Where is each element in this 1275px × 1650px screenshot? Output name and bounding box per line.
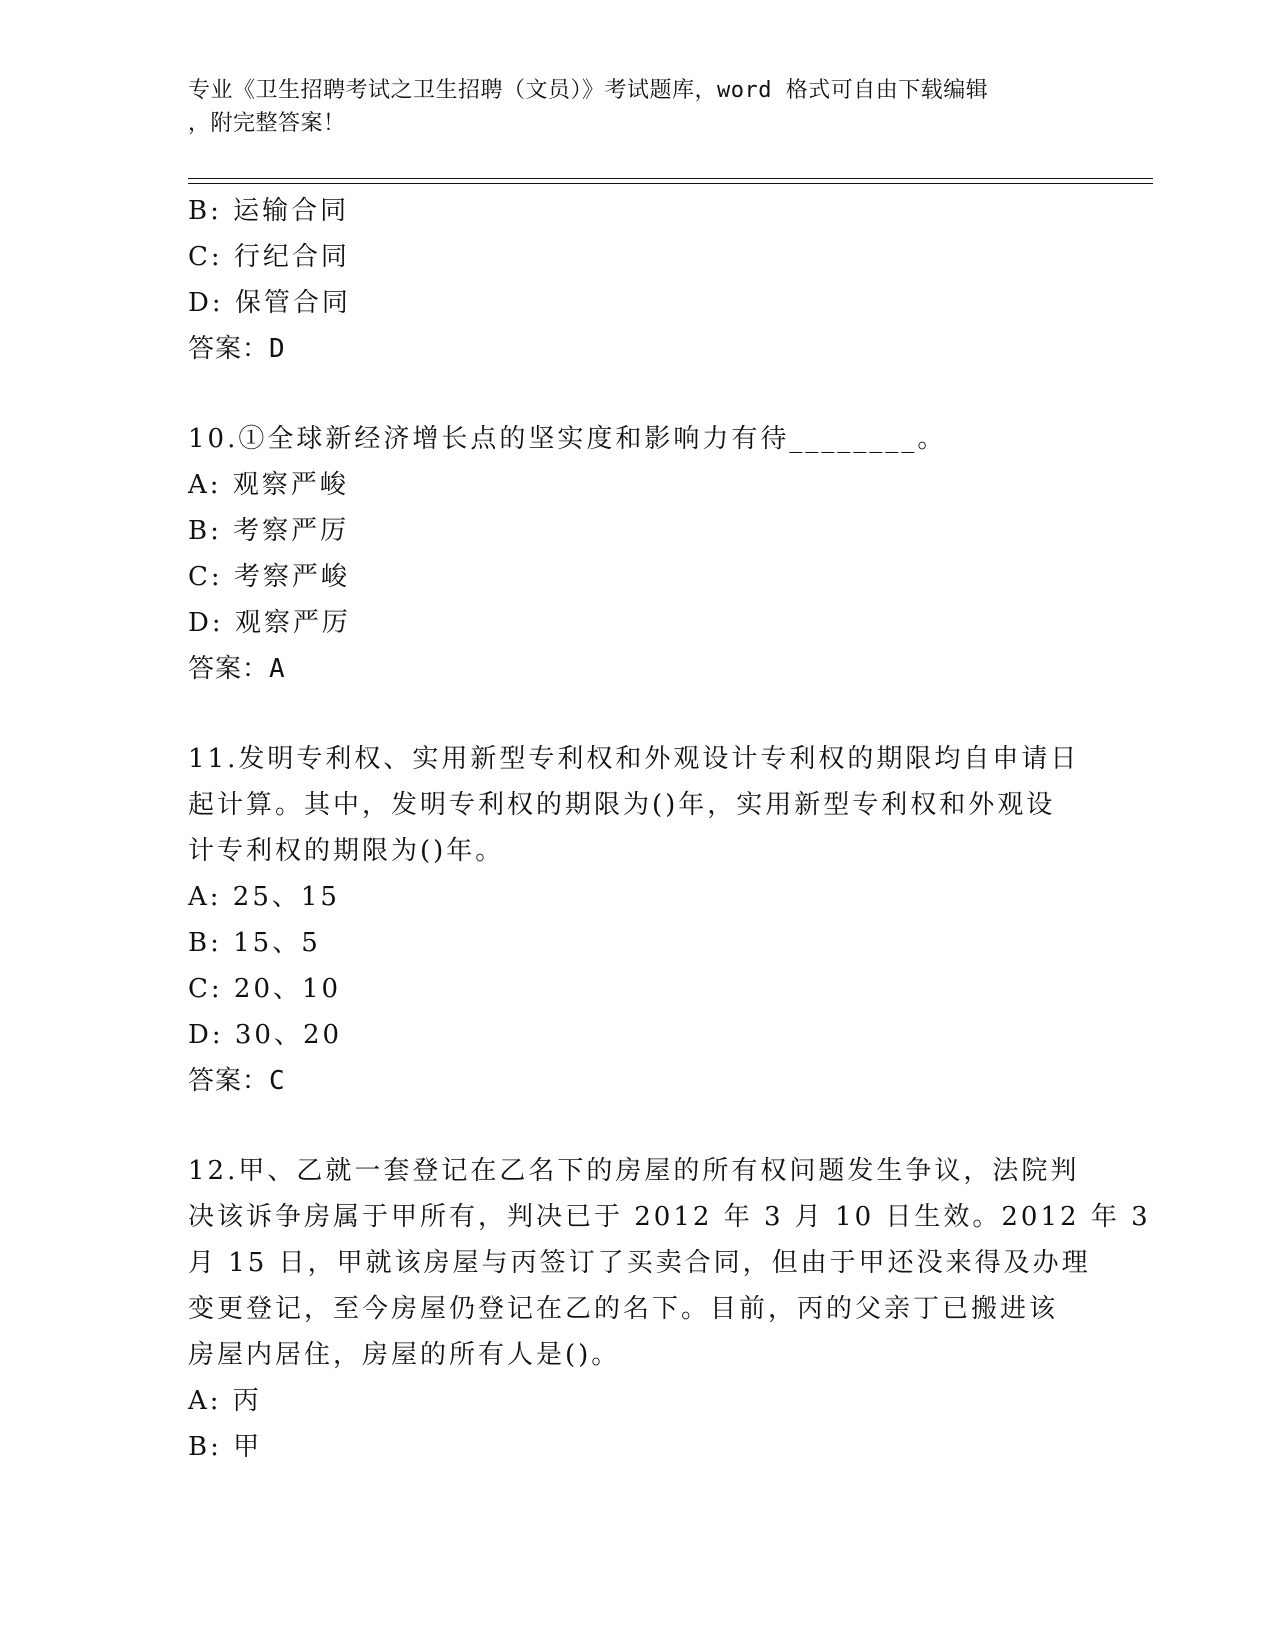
question-10 [188,416,1088,692]
option-a: A: 25、15 [188,882,340,912]
option-c: C: 考察严峻 [188,562,350,592]
option-b: B: 15、5 [188,928,321,958]
question-text-line: 12.甲、乙就一套登记在乙名下的房屋的所有权问题发生争议，法院判 [188,1156,1080,1186]
question-text-line: 计专利权的期限为()年。 [188,836,505,866]
question-text-line: 决该诉争房属于甲所有，判决已于 2012 年 3 月 10 日生效。2012 年 3 [188,1202,1151,1232]
question-text-line: 10.①全球新经济增长点的坚实度和影响力有待________。 [188,424,947,454]
option-d: D: 30、20 [188,1020,343,1050]
header-divider-bottom [188,183,1153,184]
option-b: B: 运输合同 [188,196,350,226]
option-b: B: 考察严厉 [188,516,350,546]
option-a: A: 丙 [188,1386,262,1416]
spacer [188,692,1088,736]
option-d: D: 观察严厉 [188,608,351,638]
option-b: B: 甲 [188,1432,263,1462]
question-text-line: 起计算。其中，发明专利权的期限为()年，实用新型专利权和外观设 [188,790,1056,820]
question-12 [188,1148,1151,1470]
spacer [188,1104,1088,1148]
question-text-line: 房屋内居住，房屋的所有人是()。 [188,1340,621,1370]
question-text [188,736,1088,874]
question-text-line: 月 15 日，甲就该房屋与丙签订了买卖合同，但由于甲还没来得及办理 [188,1248,1091,1278]
question-11 [188,736,1088,1104]
option-a: A: 观察严峻 [188,470,349,500]
header-divider-top [188,178,1153,179]
question-text-line: 变更登记，至今房屋仍登记在乙的名下。目前，丙的父亲丁已搬进该 [188,1294,1059,1324]
option-c: C: 行纪合同 [188,242,350,272]
document-header [188,74,1068,140]
question-list [188,188,1151,1470]
question-text-line: 11.发明专利权、实用新型专利权和外观设计专利权的期限均自申请日 [188,744,1080,774]
question-9 [188,188,1088,372]
option-c: C: 20、10 [188,974,342,1004]
header-line-2: ，附完整答案！ [188,111,346,136]
spacer [188,372,1088,416]
option-d: D: 保管合同 [188,288,351,318]
answer-line: 答案：D [188,334,286,364]
answer-line: 答案：C [188,1066,286,1096]
header-line-1: 专业《卫生招聘考试之卫生招聘（文员）》考试题库，word 格式可自由下载编辑 [188,78,989,103]
question-text [188,416,1088,462]
question-text [188,1148,1151,1378]
answer-line: 答案：A [188,654,286,684]
